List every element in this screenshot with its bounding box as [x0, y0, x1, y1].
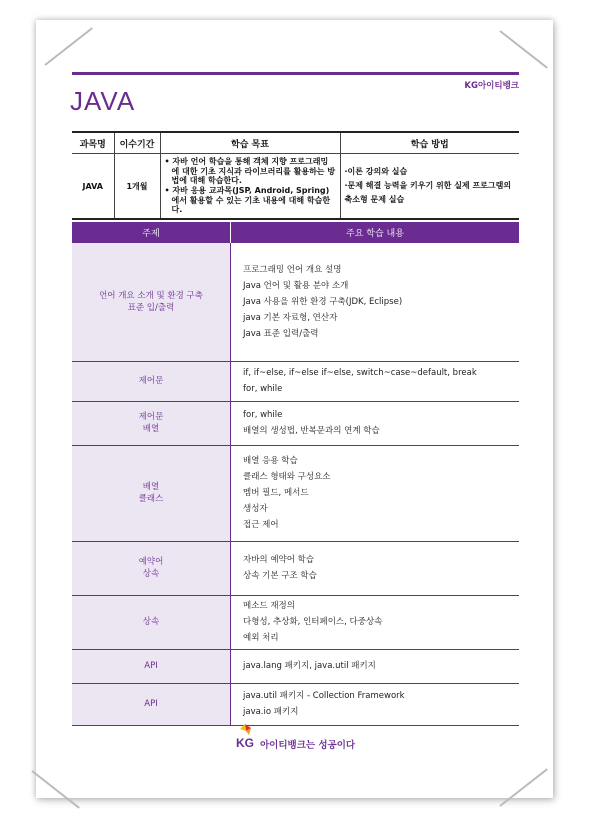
curriculum-row: [72, 361, 519, 401]
goal-item: • 자바 언어 학습을 통해 객체 지향 프로그래밍에 대한 기초 지식과 라이브러리를 활용하는 방법에 대해 학습한다.: [164, 157, 336, 186]
content-cell: [231, 445, 520, 541]
content-line: java 기본 자료형, 연산자: [243, 312, 338, 323]
topic-line: 상속: [142, 617, 160, 627]
content-cell: [231, 595, 520, 649]
content-line: 다형성, 추상화, 인터페이스, 다중상속: [243, 617, 383, 627]
header-topic: 주제: [72, 222, 231, 243]
curriculum-table: [72, 222, 519, 726]
content-line: 예외 처리: [243, 633, 279, 643]
content-line: Java 언어 및 활용 분야 소개: [243, 280, 349, 291]
content-line: Java 표준 입력/출력: [243, 328, 319, 339]
content-line: 배열 응용 학습: [243, 456, 298, 466]
curriculum-row: [72, 541, 519, 595]
topic-line: API: [144, 699, 158, 709]
content-line: 멤버 필드, 메서드: [243, 488, 309, 498]
content-cell: [231, 683, 520, 725]
topic-line: 표준 입/출력: [127, 302, 175, 313]
topic-line: 제어문: [138, 376, 164, 386]
goal-item: • 자바 응용 교과목(JSP, Android, Spring)에서 활용할 수 있는 기초 내용에 대해 학습한다.: [164, 186, 331, 215]
content-cell: [231, 541, 520, 595]
method-item: ·이론 강의와 실습: [344, 167, 408, 176]
content-cell: [231, 361, 520, 401]
content-cell: [231, 243, 520, 361]
topic-cell: [72, 541, 231, 595]
content-line: 배열의 생성법, 반복문과의 연계 학습: [243, 426, 380, 436]
content-line: java.io 패키지: [243, 707, 299, 717]
learning-goals: [160, 154, 340, 220]
topic-cell: [72, 401, 231, 445]
content-line: 자바의 예약어 학습: [243, 555, 315, 565]
course-duration: 1개월: [114, 154, 160, 220]
header-course-name: 과목명: [72, 132, 114, 154]
topic-line: 배열: [142, 424, 160, 434]
curriculum-row: [72, 683, 519, 725]
page-title: JAVA: [70, 86, 136, 116]
curriculum-row: [72, 401, 519, 445]
topic-cell: [72, 683, 231, 725]
content-line: 접근 제어: [243, 520, 279, 530]
curriculum-row: [72, 445, 519, 541]
topic-cell: [72, 595, 231, 649]
topic-cell: [72, 243, 231, 361]
content-line: if, if~else, if~else if~else, switch~case~default, break: [243, 368, 477, 378]
header-main-content: 주요 학습 내용: [231, 222, 520, 243]
topic-cell: [72, 361, 231, 401]
logo-kg-text: KG: [236, 736, 254, 750]
topic-line: 상속: [142, 569, 160, 579]
topic-line: 언어 개요 소개 및 환경 구축: [99, 290, 203, 301]
content-cell: [231, 649, 520, 683]
topic-line: 클래스: [138, 494, 164, 504]
brand-label: KG아이티뱅크: [464, 81, 519, 91]
content-line: 프로그래밍 언어 개요 설명: [243, 264, 342, 275]
learning-methods: [340, 154, 519, 220]
content-line: for, while: [243, 410, 283, 420]
content-line: 생성자: [243, 504, 268, 514]
content-line: 클래스 형태와 구성요소: [243, 472, 331, 482]
content-line: for, while: [243, 384, 283, 394]
content-line: 메소드 재정의: [243, 601, 295, 611]
topic-line: API: [144, 661, 158, 671]
header-duration: 이수기간: [114, 132, 160, 154]
course-name: JAVA: [72, 154, 114, 220]
header-learning-goals: 학습 목표: [160, 132, 340, 154]
course-overview-table: [72, 131, 519, 220]
content-line: java.util 패키지 - Collection Framework: [243, 691, 405, 701]
topic-line: 예약어: [138, 557, 164, 567]
footer-slogan: 아이티뱅크는 성공이다: [260, 740, 356, 751]
curriculum-row: [72, 243, 519, 361]
curriculum-row: [72, 595, 519, 649]
method-item: ·문제 해결 능력을 키우기 위한 실제 프로그램의 축소형 문제 실습: [344, 181, 512, 204]
content-line: Java 사용을 위한 환경 구축(JDK, Eclipse): [243, 296, 403, 307]
footer-logo: [236, 724, 376, 752]
content-line: java.lang 패키지, java.util 패키지: [243, 661, 376, 671]
header-learning-method: 학습 방법: [340, 132, 519, 154]
topic-cell: [72, 649, 231, 683]
topic-cell: [72, 445, 231, 541]
topic-line: 제어문: [138, 412, 164, 422]
content-cell: [231, 401, 520, 445]
curriculum-row: [72, 649, 519, 683]
topic-line: 배열: [142, 482, 160, 492]
content-line: 상속 기본 구조 학습: [243, 571, 317, 581]
header-rule: [72, 72, 519, 75]
